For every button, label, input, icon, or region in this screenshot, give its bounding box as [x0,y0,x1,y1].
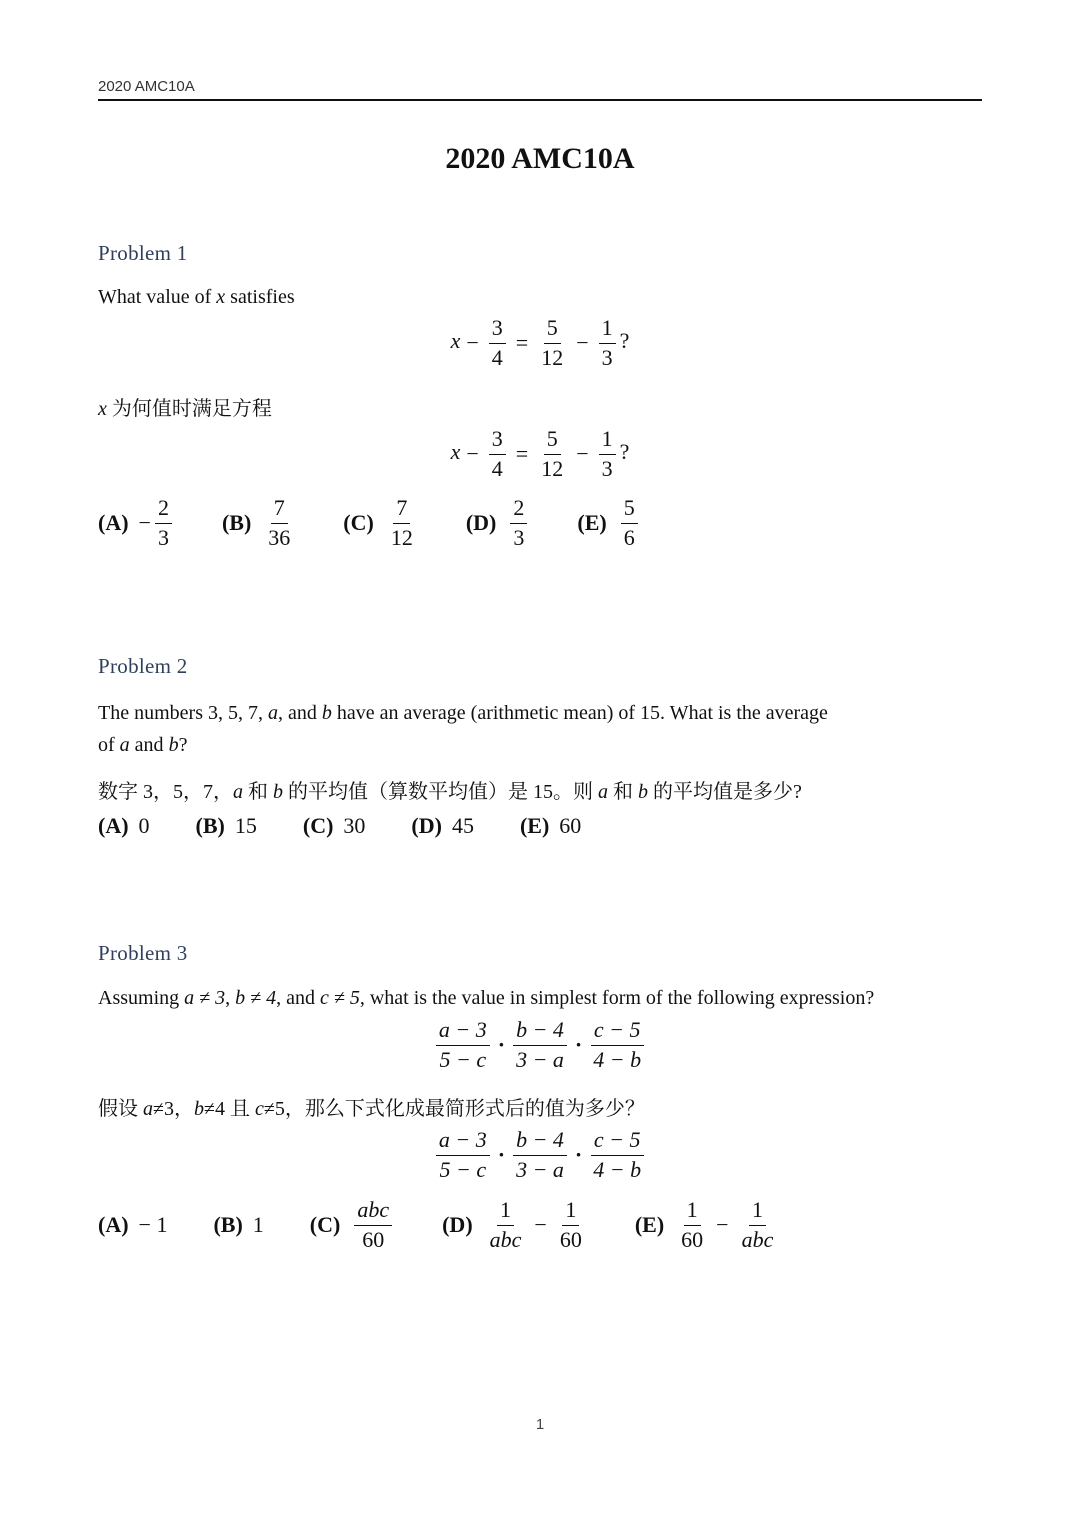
problem-2-choices [98,813,627,839]
problem-3-choice-a[interactable]: (A) − 1 [98,1212,168,1238]
problem-2-text-en-line1: The numbers 3, 5, 7, a, and b have an average (arithmetic mean) of 15. What is the average [98,702,828,724]
problem-1-text-cn: x 为何值时满足方程 [98,398,272,420]
problem-1-choice-e[interactable]: (E) $\frac{5}{6}$ [577,496,641,550]
problem-3-choice-e[interactable]: (E) $\frac{1}{60}$ − $\frac{1}{\text{abc}}$ [634,1197,774,1252]
problem-2-choice-e[interactable]: (E) 60 [519,813,582,838]
problem-2-choice-b[interactable]: (B) 15 [195,813,257,838]
problem-3-text-cn: 假设 a≠3，b≠4 且 c≠5，那么下式化成最简形式后的值为多少？ [98,1098,645,1120]
header-rule [98,99,982,101]
running-header: 2020 AMC10A [98,78,195,95]
problem-1-equation-repeat: x − $\frac{3}{4}$ = $\frac{5}{12}$ − $\frac{1}{3}$ ? [450,426,630,481]
problem-3-text-en: Assuming a ≠ 3, b ≠ 4, and c ≠ 5, what is the value in simplest form of the following expression? [98,987,875,1009]
problem-1-choice-c[interactable]: (C) $\frac{7}{12}$ [343,495,413,550]
problem-2-text-cn: 数字 3，5，7，a 和 b 的平均值（算数平均值）是 15。则 a 和 b 的平均值是多少? [98,781,802,803]
problem-1-equation: x − $\frac{3}{4}$ = $\frac{5}{12}$ − $\frac{1}{3}$ ? [450,315,630,370]
problem-1-choice-a[interactable]: (A) − $\frac{2}{3}$ [98,496,176,550]
problem-1-text-en: What value of x satisfies [98,286,295,308]
problem-3-expression-repeat: $\frac{a - 3}{5 - c}$ · $\frac{b - 4}{3 - a}$ · $\frac{c - 5}{4 - b}$ [0,1128,1080,1182]
problem-3-choice-b[interactable]: (B) 1 [213,1212,264,1238]
document-title: 2020 AMC10A [445,142,635,175]
problem-1-title: Problem 1 [98,241,188,265]
problem-3-choices [98,1198,826,1252]
problem-3-choice-c[interactable]: (C) $\frac{\text{abc}}{60}$ [310,1198,396,1252]
page-number: 1 [535,1416,545,1433]
problem-2-choice-d[interactable]: (D) 45 [411,813,474,838]
problem-2-text-en-line2: of a and b? [98,734,188,756]
problem-1-choice-d[interactable]: (D) $\frac{2}{3}$ [466,496,532,550]
problem-1-choice-b[interactable]: (B) $\frac{7}{36}$ [221,495,291,550]
problem-2-choice-a[interactable]: (A) 0 [98,813,150,838]
problem-3-choice-d[interactable]: (D) $\frac{1}{\text{abc}}$ − $\frac{1}{60}$ [442,1197,582,1252]
problem-3-expression: $\frac{a - 3}{5 - c}$ · $\frac{b - 4}{3 - a}$ · $\frac{c - 5}{4 - b}$ [0,1018,1080,1072]
problem-1-choices [98,496,688,550]
problem-2-title: Problem 2 [98,654,188,678]
problem-3-title: Problem 3 [98,941,188,965]
problem-2-choice-c[interactable]: (C) 30 [302,813,366,838]
